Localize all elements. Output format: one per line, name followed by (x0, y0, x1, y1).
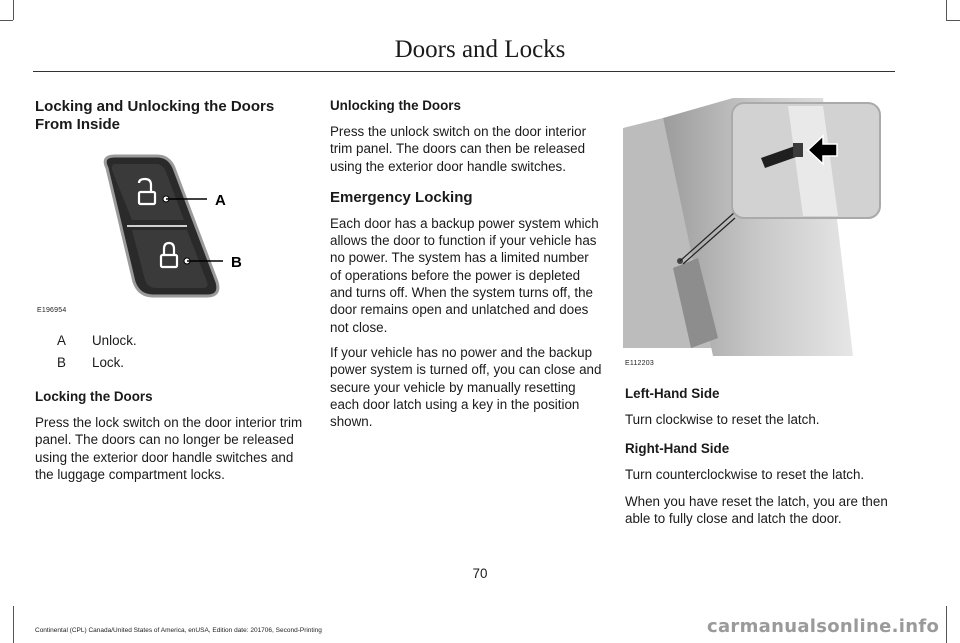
figure-caption: E112203 (625, 360, 654, 367)
crop-mark (0, 20, 13, 21)
crop-mark (946, 20, 960, 21)
column-3 (625, 385, 897, 527)
page-title: Doors and Locks (394, 36, 566, 63)
body-text: Turn counterclockwise to reset the latch. (625, 467, 865, 483)
callout-a: A (215, 192, 226, 209)
crop-mark (946, 0, 947, 20)
footer-text: Continental (CPL) Canada/United States of America, enUSA, Edition date: 201706, Second-Printing (35, 627, 322, 634)
header-rule (33, 71, 895, 72)
body-text: When you have reset the latch, you are then able to fully close and latch the door. (625, 493, 888, 526)
key-letter: B (57, 355, 66, 370)
crop-mark (13, 0, 14, 20)
column-2 (330, 97, 602, 430)
figure-caption: E196954 (37, 307, 67, 314)
subheading: Left-Hand Side (625, 386, 720, 401)
crop-mark (13, 606, 14, 643)
section-heading: Emergency Locking (330, 188, 473, 206)
door-switch-figure (35, 150, 310, 320)
watermark: carmanualsonline.info (707, 616, 940, 637)
subheading: Unlocking the Doors (330, 98, 461, 113)
key-letter: A (57, 333, 66, 348)
section-heading: Locking and Unlocking the Doors From Inside (35, 98, 275, 133)
page-number: 70 (472, 566, 488, 581)
key-description: Lock. (92, 355, 125, 370)
body-text: Turn clockwise to reset the latch. (625, 412, 820, 427)
callout-b: B (231, 254, 242, 271)
key-description: Unlock. (92, 333, 137, 348)
body-text: Press the unlock switch on the door interior trim panel. The doors can then be released using the exterior door handle switches. (330, 124, 587, 174)
body-text: Press the lock switch on the door interior trim panel. The doors can no longer be released using the exterior door handle switches and the luggage compartment locks. (35, 415, 303, 482)
body-text: Each door has a backup power system which allows the door to function if your vehicle has no power. The system has a limited number of operations before the power is depleted and turns off. When the system turns off, the door remains open and unlatched and does not close. (330, 215, 599, 335)
subheading: Locking the Doors (35, 389, 153, 404)
subheading: Right-Hand Side (625, 441, 730, 457)
crop-mark (946, 606, 947, 643)
locking-section (35, 388, 309, 483)
body-text: If your vehicle has no power and the backup power system is turned off, you can close and secure your vehicle by manually resetting each door latch using a key in the position shown. (330, 344, 602, 430)
column-1 (35, 98, 310, 134)
door-latch-figure (623, 98, 887, 356)
